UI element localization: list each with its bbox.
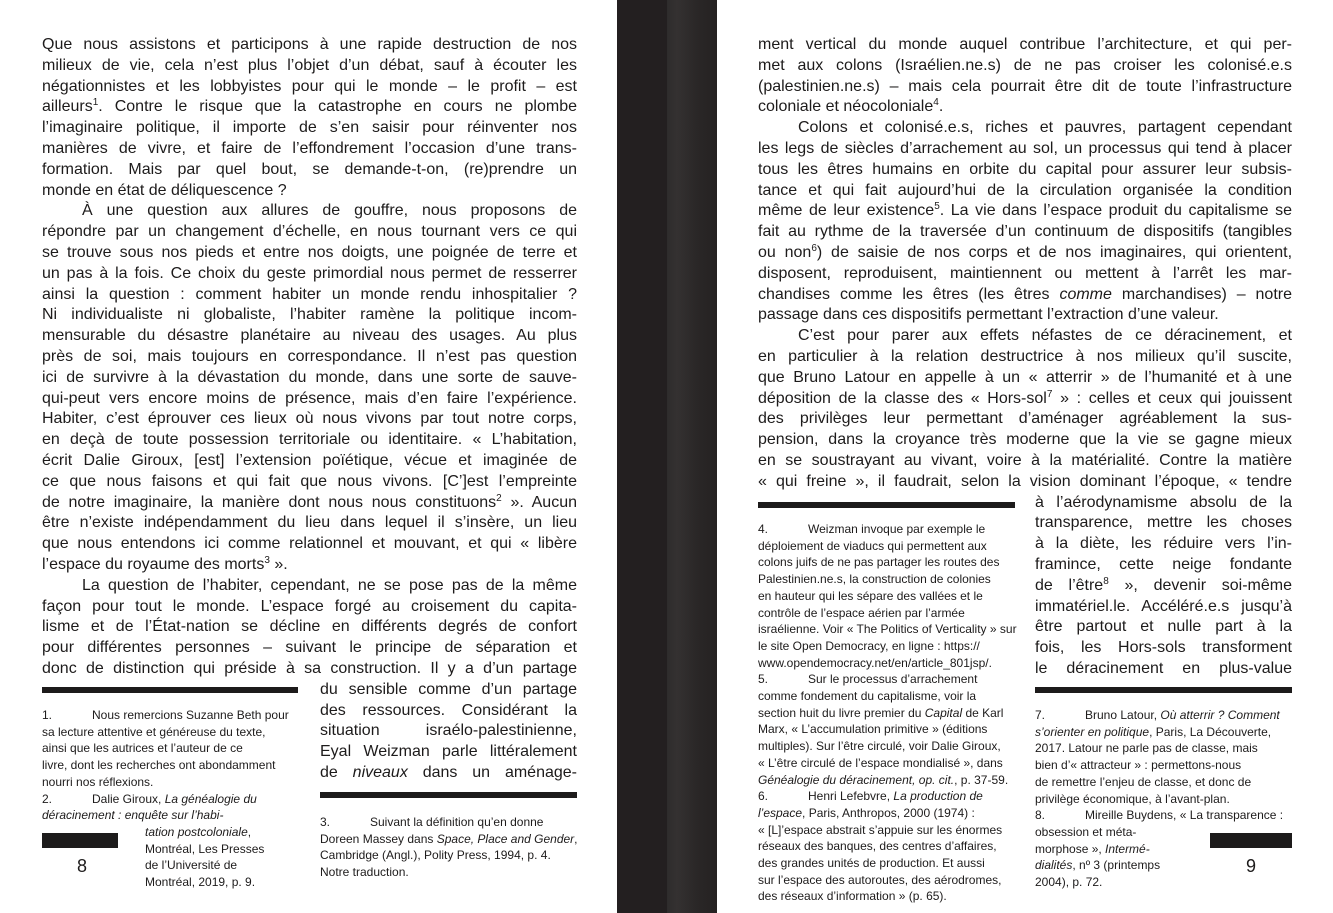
text-line (42, 35, 577, 56)
text-run: sur l’espace des autoroutes, des aérodromes, (758, 872, 1002, 887)
text-line (42, 513, 577, 534)
footnote-line (758, 638, 1020, 655)
footnote-line (1035, 724, 1297, 741)
italic-text: La production de (893, 789, 983, 804)
italic-text: Intermé- (1105, 841, 1150, 856)
text-run: ou non (758, 243, 812, 261)
text-line (42, 659, 577, 680)
text-line (758, 389, 1292, 410)
text-line (320, 701, 577, 722)
text-line (42, 97, 577, 118)
footnote-line (758, 838, 1020, 855)
footnote-line (145, 857, 302, 874)
text-line (42, 617, 577, 638)
footnote-line (758, 738, 1020, 755)
text-run: en particulier à la relation destructrice à nos milieux qu’il suscite, (758, 347, 1292, 365)
text-run: , (574, 831, 578, 846)
text-line (320, 763, 577, 784)
text-run: transparence, mettre les choses (1035, 514, 1292, 532)
text-run: multiples). Sur l’être circulé, voir Dalie Giroux, (758, 739, 1001, 754)
text-run: déploiement de viaducs qui permettent aux (758, 538, 987, 553)
footnote-line (1035, 807, 1297, 824)
text-run: « [L]’espace abstrait s’appuie sur les énormes (758, 822, 1003, 837)
text-run: 2017. Latour ne parle pas de classe, mais (1035, 741, 1258, 756)
footnote-number: 8. (1035, 808, 1046, 823)
text-run: israélienne. Voir « The Politics of Verticality » sur (758, 622, 1017, 637)
footnote-line (758, 721, 1020, 738)
text-run: que nous entendons ici comme relationnel et mouvant, et qui « libère (42, 535, 577, 553)
text-run: le déracinement en plus-value (1035, 659, 1292, 677)
text-line (758, 430, 1292, 451)
text-line (320, 680, 577, 701)
text-run: . La vie dans l’espace produit du capitalisme se (939, 202, 1293, 220)
text-run: 2004), p. 72. (1035, 875, 1103, 890)
text-run: de l’être (1035, 576, 1104, 594)
text-line (42, 201, 577, 222)
text-run: fait au rythme de la traversée d’un continuum de dispositifs (tangibles (758, 223, 1292, 241)
text-run: des grandes unités de production. Et aussi (758, 856, 985, 871)
text-run: « qui freine », il faudrait, selon la vision dominant l’époque, « tendre (758, 472, 1292, 490)
italic-text: Généalogie du déracinement, op. cit. (758, 772, 955, 787)
text-line (758, 181, 1292, 202)
text-run: des réseaux d’information » (p. 65). (758, 889, 947, 904)
footnote-reference: 7 (1046, 388, 1053, 400)
text-line (42, 305, 577, 326)
footnote-line (42, 724, 302, 741)
text-line (758, 160, 1292, 181)
text-run: Dalie Giroux, (92, 791, 165, 806)
footnote-line (320, 814, 580, 831)
text-run: ) de saisie de nos corps et de nos imaginaires, qui orientent, (816, 243, 1293, 261)
text-line (42, 409, 577, 430)
footnote-line (758, 788, 1020, 805)
book-spine-gutter (667, 0, 717, 913)
text-run: situation israélo-palestinienne, (320, 722, 577, 740)
text-run: Suivant la définition qu’en donne (370, 815, 544, 829)
text-run: privilège économique, à l’avant-plan. (1035, 791, 1230, 806)
italic-text: tation postcoloniale (145, 824, 248, 839)
footnote-line (758, 621, 1020, 638)
text-run: Habiter, c’est éprouver ces lieux où nous vivons par tout notre corps, (42, 410, 577, 428)
text-run: Weizman invoque par exemple le (808, 522, 986, 536)
text-run: (palestinien.ne.s) – mais cela pourrait être dit de toute l’infrastructure (758, 77, 1292, 95)
text-run: Ni individualiste ni globaliste, l’habiter ramène la politique incom- (42, 306, 577, 324)
text-run: des privilèges leur permettant d’aménager agréablement la sus- (758, 410, 1292, 428)
text-run: Nous remercions Suzanne Beth pour (92, 708, 289, 722)
text-run: marchandises) – notre (1111, 285, 1292, 303)
page-number-right: 9 (1245, 856, 1256, 876)
text-run: , Paris, La Découverte, (1149, 724, 1272, 739)
footnote-reference: 2 (496, 492, 502, 504)
text-line (1035, 617, 1292, 638)
footnote-line (145, 874, 302, 891)
text-line (758, 264, 1292, 285)
text-run: être partout et nulle part à la (1035, 618, 1292, 636)
page-number-left: 8 (76, 856, 87, 876)
text-line (758, 347, 1292, 368)
footnote-line (758, 705, 1020, 722)
footnote-line (320, 847, 580, 864)
text-run: que Bruno Latour en appelle à un « atterrir » de l’humanité et à une (758, 368, 1292, 386)
text-run: Eyal Weizman parle littéralement (320, 743, 577, 761)
footnote-line (1035, 774, 1297, 791)
footnote-line (758, 822, 1020, 839)
text-run: fois, les Hors-sols transforment (1035, 639, 1292, 657)
text-line (758, 35, 1292, 56)
italic-text: Où atterrir ? Comment (1160, 708, 1280, 722)
text-run: morphose », (1035, 841, 1106, 856)
footnote-reference: 1 (92, 97, 99, 109)
footnote-line (42, 740, 302, 757)
text-line (1035, 576, 1292, 597)
footnote-reference: 4 (933, 97, 939, 109)
text-line (1035, 513, 1292, 534)
text-run: tous les êtres humains en orbite du capital pour assurer leur subsis- (758, 160, 1292, 178)
text-line (758, 326, 1292, 347)
text-run: qui-peut vers encore moins de présence, mais d’en faire l’expérience. (42, 389, 577, 407)
text-run: Montréal, 2019, p. 9. (145, 875, 256, 890)
text-line (42, 451, 577, 472)
text-line (758, 451, 1292, 472)
italic-text: comme (1059, 285, 1112, 303)
footnote-line (758, 872, 1020, 889)
italic-text: l’espace (758, 805, 803, 820)
text-line (758, 56, 1292, 77)
text-run: nourri nos réflexions. (42, 774, 154, 789)
text-run: » : celles et ceux qui jouissent (1052, 389, 1292, 407)
text-run: de Karl (962, 705, 1004, 720)
text-run: ». (269, 555, 288, 573)
text-line (758, 368, 1292, 389)
text-run: obsession et méta- (1035, 824, 1137, 839)
text-line (42, 222, 577, 243)
italic-text: Space, Place and Gender (436, 831, 575, 846)
text-line (42, 77, 577, 98)
footnote-number: 4. (758, 522, 769, 536)
text-run: Marx, « L’accumulation primitive » (éditions (758, 722, 988, 737)
footnote-line (758, 538, 1020, 555)
footnote-line (42, 707, 302, 724)
text-run: l’imaginaire politique, il importe de s’en saisir pour réinventer nos (42, 119, 577, 137)
italic-text: La généalogie du (164, 791, 257, 806)
footnote-line (758, 888, 1020, 905)
left-page-body-text (42, 35, 577, 784)
text-run: ». Aucun (501, 493, 578, 511)
text-run: donc de distinction qui préside à sa construction. Il y a d’un partage (42, 659, 577, 677)
footnote-line (145, 824, 302, 841)
text-run: écrit Dalie Giroux, [est] l’extension poïétique, vécue et imaginée de (42, 451, 577, 469)
left-footnote-rule (42, 687, 298, 693)
text-line (42, 56, 577, 77)
italic-text: Capital (924, 705, 963, 720)
text-run: pour différentes personnes – suivant le principe de séparation et (42, 639, 577, 657)
footnote-line (758, 521, 1020, 538)
footnote-number: 7. (1035, 708, 1046, 722)
text-run: framince, cette neige fondante (1035, 555, 1292, 573)
text-run: milieux de vie, cela n’est plus l’objet d’un débat, sauf à écouter les (42, 56, 577, 74)
text-run: Montréal, Les Presses (145, 841, 265, 856)
text-run: Henri Lefebvre, (808, 789, 894, 804)
text-line (42, 118, 577, 139)
right-footnotes-4-6 (758, 521, 1020, 905)
footnote-number: 1. (42, 708, 53, 722)
text-line (1035, 597, 1292, 618)
text-run: chandises comme les êtres (les êtres (758, 285, 1060, 303)
text-run: l’espace du royaume des morts (42, 555, 265, 573)
text-run: sa lecture attentive et généreuse du texte, (42, 724, 266, 739)
footnote-number: 5. (758, 672, 769, 687)
text-run: même de leur existence (758, 202, 935, 220)
text-line (758, 201, 1292, 222)
text-line (42, 597, 577, 618)
text-run: met aux colons (Israélien.ne.s) de ne pas croiser les colonisé.e.s (758, 56, 1292, 74)
right-footnote-rule (758, 502, 1015, 508)
left-column-rule (320, 792, 577, 798)
text-line (758, 285, 1292, 306)
footnote-line (758, 655, 1020, 672)
footnote-number: 2. (42, 791, 53, 806)
text-line (1035, 555, 1292, 576)
text-run: négationnistes et les lobbyistes pour qui le monde – le profit – est (42, 77, 577, 95)
left-page-folio-block (42, 833, 118, 848)
footnote-line (42, 774, 302, 791)
text-run: répondre par un changement d’échelle, en nous tournant vers ce qui (42, 223, 577, 241)
text-run: les legs de siècles d’arrachement au sol, un processus qui tend à placer (758, 139, 1292, 157)
text-run: ainsi que les autrices et l’auteur de ce (42, 741, 243, 756)
text-run: www.opendemocracy.net/en/article_801jsp/. (758, 655, 992, 670)
text-run: , nº 3 (printemps (1072, 858, 1161, 873)
footnote-line (42, 757, 302, 774)
text-line (42, 555, 577, 576)
text-line (42, 243, 577, 264)
footnote-line (758, 671, 1020, 688)
text-line (42, 493, 577, 514)
text-line (42, 347, 577, 368)
footnote-line (42, 807, 302, 824)
text-line (1035, 534, 1292, 555)
italic-text: dialités (1035, 858, 1073, 873)
text-run: de remettre l’enjeu de classe, et donc de (1035, 774, 1252, 789)
text-run: colons juifs de ne pas partager les routes des (758, 555, 1000, 570)
footnote-line (758, 772, 1020, 789)
text-line (1035, 638, 1292, 659)
text-run: Doreen Massey dans (320, 831, 437, 846)
text-line (320, 721, 577, 742)
text-run: à l’aérodynamisme absolu de la (1035, 493, 1292, 511)
text-run: ment vertical du monde auquel contribue l’architecture, et qui per- (758, 36, 1292, 53)
italic-text: niveaux (352, 763, 408, 781)
text-run: en se soustrayant au vivant, voire à la matérialité. Contre la matière (758, 451, 1292, 469)
footnote-line (758, 855, 1020, 872)
text-run: pension, dans la croyance très moderne que la vie se gagne mieux (758, 431, 1292, 449)
text-line (1035, 659, 1292, 680)
text-run: le site Open Democracy, en ligne : https:// (758, 638, 980, 653)
text-run: de (320, 763, 353, 781)
text-run: dans un aménage- (407, 763, 577, 781)
text-line (42, 472, 577, 493)
footnote-reference: 6 (811, 242, 817, 254)
text-run: À une question aux allures de gouffre, nous proposons de (82, 202, 577, 220)
text-line (42, 264, 577, 285)
text-run: Colons et colonisé.e.s, riches et pauvres, partagent cependant (798, 119, 1292, 137)
footnote-line (758, 554, 1020, 571)
italic-text: déracinement : enquête sur l’habi- (42, 808, 224, 823)
text-run: « L’être circulé de l’espace mondialisé », dans (758, 755, 1003, 770)
text-line (42, 285, 577, 306)
text-run: bien d’« attracteur » : permettons-nous (1035, 758, 1242, 773)
text-run: près de soi, mais toujours en correspondance. Il n’est pas question (42, 347, 577, 365)
text-run: Cambridge (Angl.), Polity Press, 1994, p. 4. (320, 848, 551, 863)
footnote-number: 6. (758, 789, 769, 804)
text-run: lisme et de l’État-nation se décline en différents degrés de confort (42, 618, 577, 636)
text-run: livre, dont les recherches ont abondamment (42, 758, 276, 773)
text-run: , Paris, Anthropos, 2000 (1974) : (802, 805, 975, 820)
text-run: immatériel.le. Accéléré.e.s jusqu’à (1035, 597, 1292, 615)
text-line (42, 389, 577, 410)
footnote-line (758, 571, 1020, 588)
text-run: Que nous assistons et participons à une rapide destruction de nos (42, 36, 577, 53)
footnote-reference: 5 (934, 201, 940, 213)
text-line (42, 368, 577, 389)
text-run: , (247, 824, 252, 839)
text-run: ici de survivre à la dévastation du monde, dans une sorte de sauve- (42, 368, 577, 386)
text-run: , p. 37-59. (954, 772, 1009, 787)
right-column-rule (1035, 687, 1292, 693)
footnote-line (320, 864, 580, 881)
footnote-line (758, 688, 1020, 705)
footnote-line (320, 831, 580, 848)
text-line (758, 409, 1292, 430)
text-line (1035, 493, 1292, 514)
text-run: Mireille Buydens, « La transparence : (1085, 808, 1284, 823)
text-run: façon pour tout le monde. L’espace forgé au croisement du capita- (42, 597, 577, 615)
footnote-line (1035, 791, 1297, 808)
text-run: . (938, 98, 944, 116)
text-run: à la diète, les réduire vers l’in- (1035, 535, 1292, 553)
text-run: un pas à la fois. Ce choix du geste primordial nous permet de resserrer (42, 264, 577, 282)
text-run: section huit du livre premier du (758, 705, 925, 720)
text-line (758, 222, 1292, 243)
text-run: être n’existe indépendamment du lieu dans lequel il s’insère, un lieu (42, 514, 577, 532)
footnote-line (1035, 707, 1297, 724)
text-run: déposition de la classe des « Hors-sol (758, 389, 1047, 407)
text-line (42, 160, 577, 181)
text-line (758, 77, 1292, 98)
footnote-reference: 3 (264, 554, 270, 566)
text-run: monde en état de déliquescence ? (42, 181, 287, 199)
text-line (758, 243, 1292, 264)
text-run: La question de l’habiter, cependant, ne se pose pas de la même (82, 576, 577, 594)
text-run: », devenir soi-même (1108, 576, 1292, 594)
text-run: Sur le processus d’arrachement (808, 672, 978, 687)
text-line (42, 576, 577, 597)
text-line (42, 638, 577, 659)
text-run: en deçà de toute possession territoriale ou identitaire. « L’habitation, (42, 431, 577, 449)
text-line (42, 534, 577, 555)
text-line (758, 118, 1292, 139)
footnote-number: 3. (320, 815, 331, 829)
text-run: mensurable du désastre planétaire au niveau des usages. Au plus (42, 327, 577, 345)
text-line (758, 139, 1292, 160)
text-run: du sensible comme d’un partage (320, 680, 577, 698)
footnote-line (1035, 740, 1297, 757)
text-run: passage dans ces dispositifs permettant l’extraction d’une valeur. (758, 306, 1219, 324)
text-line (758, 97, 1292, 118)
text-run: de l’Université de (145, 858, 238, 873)
italic-text: s’orienter en politique (1035, 724, 1150, 739)
text-run: contrôle de l’espace aérien par l’armée (758, 605, 965, 620)
text-run: réseaux des banques, des centres d’affaires, (758, 839, 997, 854)
text-run: des ressources. Considérant la (320, 701, 577, 719)
text-run: Bruno Latour, (1085, 708, 1161, 722)
text-line (42, 139, 577, 160)
text-run: en hauteur qui les sépare des vallées et le (758, 588, 983, 603)
footnote-line (758, 588, 1020, 605)
footnote-reference: 8 (1103, 575, 1109, 587)
text-run: ailleurs (42, 98, 93, 116)
text-line (758, 472, 1292, 493)
footnote-line (758, 805, 1020, 822)
text-line (320, 742, 577, 763)
text-run: se trouve sous nos pieds et entre nos doigts, une poignée de terre et (42, 243, 577, 261)
text-run: . Contre le risque que la catastrophe en cours ne plombe (98, 98, 577, 116)
text-line (42, 430, 577, 451)
text-run: ainsi la question : comment habiter un monde rendu inhospitalier ? (42, 285, 577, 303)
footnote-line (758, 605, 1020, 622)
text-run: formation. Mais par quel bout, se demande-t-on, (re)prendre un (42, 160, 577, 178)
footnote-line (145, 841, 302, 858)
text-run: de notre imaginaire, la manière dont nous nous constituons (42, 493, 497, 511)
right-page-folio-block (1210, 833, 1292, 848)
text-run: comme fondement du capitalisme, voir la (758, 689, 977, 704)
text-line (758, 305, 1292, 326)
text-line (42, 181, 577, 202)
footnote-line (42, 791, 302, 808)
text-run: ce que nous faisons et qui fait que nous vivons. [C’]est l’empreinte (42, 472, 577, 490)
text-run: manières de vivre, et faire de l’effondrement l’occasion d’une trans- (42, 139, 577, 157)
footnote-line (1035, 757, 1297, 774)
text-run: Palestinien.ne.s, la construction de colonies (758, 572, 991, 587)
text-run: C’est pour parer aux effets néfastes de ce déracinement, et (798, 327, 1292, 345)
text-run: disposent, reproduisent, maintiennent ou mettent à l’arrêt les mar- (758, 264, 1292, 282)
footnote-line (758, 755, 1020, 772)
text-run: Notre traduction. (320, 865, 409, 880)
text-run: tance et qui fait aujourd’hui de la circulation organisée la condition (758, 181, 1292, 199)
left-footnote-3 (320, 814, 580, 881)
text-run: coloniale et néocoloniale (758, 98, 934, 116)
text-line (42, 326, 577, 347)
